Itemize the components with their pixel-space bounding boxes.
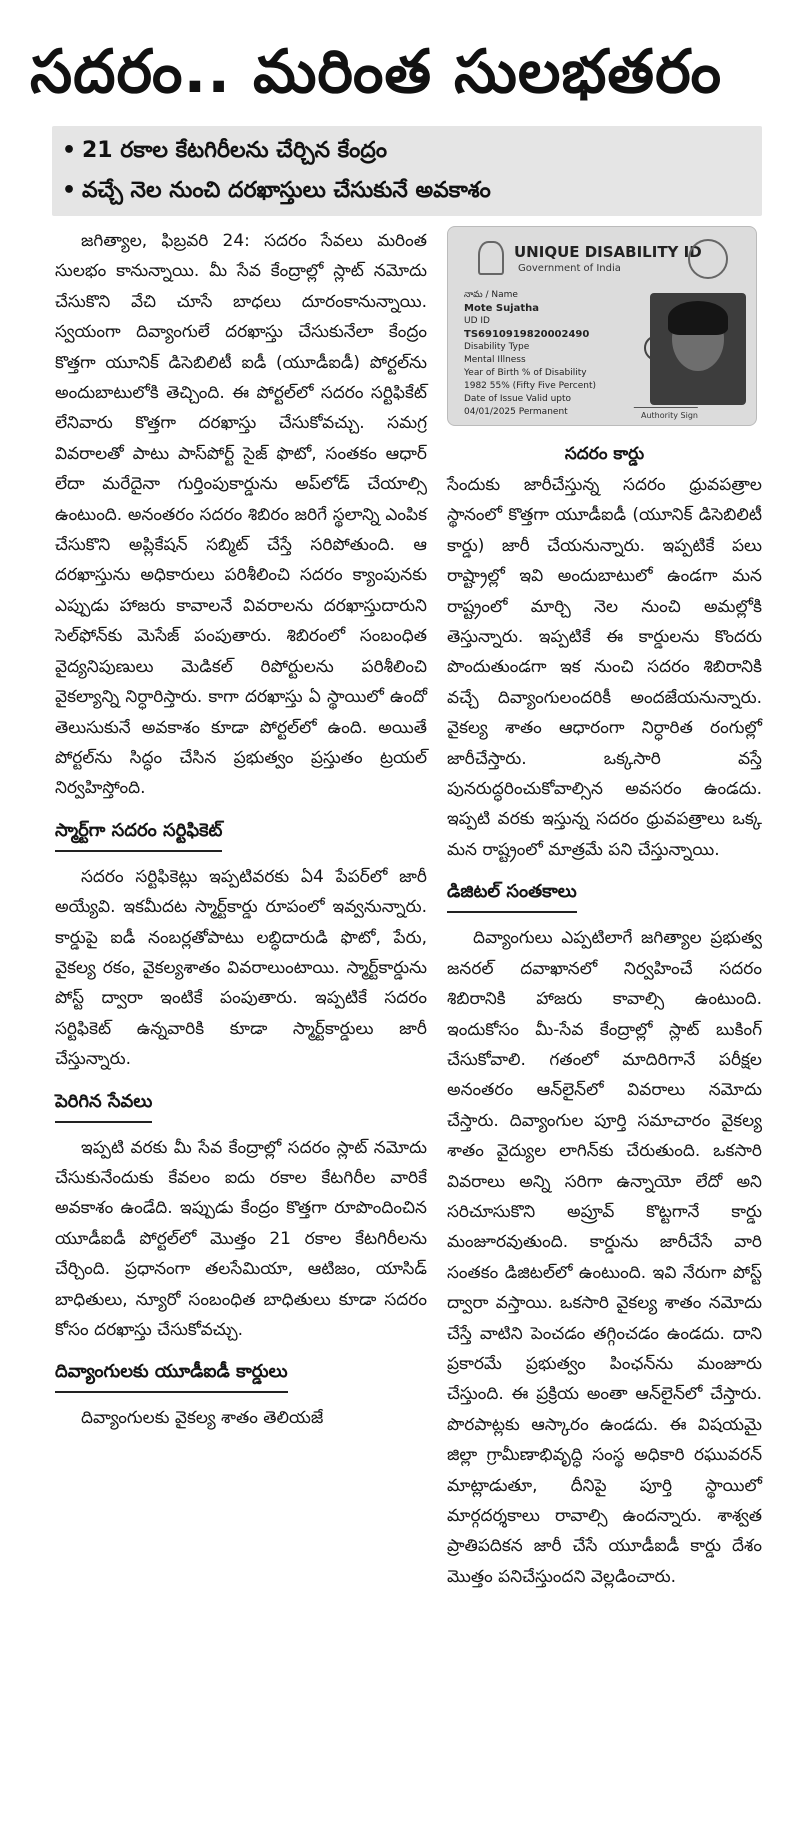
- signature-scribble: [634, 395, 703, 408]
- card-title: UNIQUE DISABILITY ID: [514, 243, 702, 261]
- udid-card-photo: [447, 226, 757, 426]
- article-paragraph: దివ్యాంగులు ఎప్పటిలాగే జగిత్యాల ప్రభుత్వ జనరల్ దవాఖానలో నిర్వహించే సదరం శిబిరానికి హాజరు కావాల్సి ఉంటుంది. ఇందుకోసం మీ-సేవ కేంద్రాల్లో స్లాట్ బుకింగ్ చేసుకోవాలి. గతంలో మాదిరిగానే పరీక్షల అనంతరం ఆన్‌లైన్‌లో వివరాలు నమోదు చేస్తారు. దివ్యాంగుల పూర్తి సమాచారం వైకల్య శాతం వైద్యుల లాగిన్‌కు చేరుతుంది. ఒకసారి వివరాలు అన్ని సరిగా ఉన్నాయో లేదో అని సరిచూసుకొని అప్రూవ్ కొట్టగానే కార్డు మంజూరవుతుంది. కార్డును జారీచేసే వారి సంతకం డిజిటల్‌లో ఉంటుంది. ఇవి నేరుగా పోస్ట్ ద్వారా వస్తాయి. ఒకసారి వైకల్య శాతం నమోదు చేస్తే వాటిని పెంచడం తగ్గించడం ఉండదు. దాని ప్రకారమే ప్రభుత్వం పింఛన్‌ను మంజూరు చేస్తుంది. ఈ ప్రక్రియ అంతా ఆన్‌లైన్‌లో చేస్తారు. పొరపాట్లకు ఆస్కారం ఉండదు. ఈ విషయమై జిల్లా గ్రామీణాభివృద్ధి సంస్థ అధికారి రఘువరన్ మాట్లాడుతూ, దీనిపై పూర్తి స్థాయిలో మార్గదర్శకాలు రావాల్సి ఉందన్నారు. శాశ్వత ప్రాతిపదికన జారీ చేసే యూడీఐడీ కార్డు దేశం మొత్తం పనిచేస్తుందని వెల్లడించారు.: [447, 928, 762, 1587]
- seal-icon: [688, 239, 728, 279]
- portrait-photo: [650, 293, 746, 405]
- bullet-icon: •: [62, 138, 77, 163]
- bullet-icon: •: [62, 178, 77, 203]
- authority-sign-label: Authority Sign: [640, 411, 698, 420]
- article-paragraph: సేందుకు జారీచేస్తున్న సదరం ధ్రువపత్రాల స్థానంలో కొత్తగా యూడీఐడీ (యూనిక్ డిసెబిలిటీ కార్డు) జారీ చేయనున్నారు. ఇప్పటికే పలు రాష్ట్రాల్లో ఇవి అందుబాటులో ఉండగా మన రాష్ట్రంలో మార్చి నెల నుంచి అమల్లోకి తెస్తున్నారు. ఇప్పటికే ఈ కార్డులను కొందరు పొందుతుండగా ఇక నుంచి సదరం శిబిరానికి వచ్చే దివ్యాంగులందరికీ అందజేయనున్నారు. వైకల్య శాతం ఆధారంగా నిర్ధారిత రంగుల్లో జారీచేస్తారు. ఒక్కసారి వస్తే పునరుద్ధరించుకోవాల్సిన అవసరం ఉండదు. ఇప్పటి వరకు ఇస్తున్న సదరం ధ్రువపత్రాలు ఒక్క మన రాష్ట్రంలో మాత్రమే పని చేస్తున్నాయి.: [447, 475, 762, 860]
- article-paragraph: సదరం సర్టిఫికెట్లు ఇప్పటివరకు ఏ4 పేపర్‌లో జారీ అయ్యేవి. ఇకమీదట స్మార్ట్‌కార్డు రూపంలో ఇవ్వనున్నారు. కార్డుపై ఐడీ నంబర్లతోపాటు లబ్ధిదారుడి ఫొటో, పేరు, వైకల్య రకం, వైకల్యశాతం వివరాలుంటాయి. స్మార్ట్‌కార్డును పోస్ట్ ద్వారా ఇంటికే పంపుతారు. ఇప్పటికే సదరం సర్టిఫికెట్ ఉన్నవారికి కూడా స్మార్ట్‌కార్డులు జారీ చేస్తున్నారు.: [55, 866, 427, 1070]
- deck-item: • వచ్చే నెల నుంచి దరఖాస్తులు చేసుకునే అవకాశం: [62, 172, 491, 210]
- section-heading: స్మార్ట్‌గా సదరం సర్టిఫికెట్: [55, 816, 222, 852]
- headline: సదరం.. మరింత సులభతరం: [30, 37, 723, 107]
- article-paragraph: జగిత్యాల, ఫిబ్రవరి 24: సదరం సేవలు మరింత సులభం కానున్నాయి. మీ సేవ కేంద్రాల్లో స్లాట్ నమోదు చేసుకొని వేచి చూసే బాధలు దూరంకానున్నాయి. స్వయంగా దివ్యాంగులే దరఖాస్తు చేసుకునేలా కేంద్రం కొత్తగా యూనిక్ డిసెబిలిటీ ఐడీ (యూడీఐడీ) పోర్టల్‌ను అందుబాటులోకి తెచ్చింది. ఈ పోర్టల్‌లో సదరం సర్టిఫికేట్ లేనివారు కొత్తగా దరఖాస్తు చేసుకోవచ్చు. సమగ్ర వివరాలతో పాటు పాస్‌పోర్ట్ సైజ్ ఫొటో, సంతకం ఆధార్ లేదా మరేదైనా గుర్తింపుకార్డును అప్‌లోడ్ చేయాల్సి ఉంటుంది. అనంతరం సదరం శిబిరం జరిగే స్థలాన్ని ఎంపిక చేసుకొని అప్లికేషన్ సబ్మిట్ చేస్తే సరిపోతుంది. ఆ దరఖాస్తును అధికారులు పరిశీలించి సదరం క్యాంపునకు ఎప్పుడు హాజరు కావాలనే వివరాలను దరఖాస్తుదారుని సెల్‌ఫోన్‌కు మెసేజ్ పంపుతారు. శిబిరంలో సంబంధిత వైద్యనిపుణులు మెడికల్ రిపోర్టులను పరిశీలించి వైకల్యాన్ని నిర్ధారిస్తారు. కాగా దరఖాస్తు ఏ స్థాయిలో ఉందో తెలుసుకునే అవకాశం కూడా పోర్టల్‌లో ఉంది. అయితే పోర్టల్‌ను సిద్ధం చేసిన ప్రభుత్వం ప్రస్తుతం ట్రయల్ నిర్వహిస్తోంది.: [55, 231, 427, 799]
- article-paragraph: దివ్యాంగులకు వైకల్య శాతం తెలియజే: [81, 1408, 324, 1429]
- card-subtitle: Government of India: [518, 263, 621, 274]
- section-heading: పెరిగిన సేవలు: [55, 1087, 152, 1123]
- photo-caption: సదరం కార్డు: [564, 444, 645, 464]
- article-paragraph: ఇప్పటి వరకు మీ సేవ కేంద్రాల్లో సదరం స్లాట్ నమోదు చేసుకునేందుకు కేవలం ఐదు రకాల కేటగిరీల వారికే అవకాశం ఉండేది. ఇప్పుడు కేంద్రం కొత్తగా రూపొందించిన యూడీఐడీ పోర్టల్‌లో మొత్తం 21 రకాల కేటగిరీలను చేర్చింది. ప్రధానంగా తలసేమియా, ఆటిజం, యాసిడ్ బాధితులు, న్యూరో సంబంధిత బాధితులు కూడా సదరం కోసం దరఖాస్తు చేసుకోవచ్చు.: [55, 1137, 427, 1340]
- deck-box: [52, 126, 762, 216]
- right-column: [447, 226, 762, 1592]
- left-column: [55, 226, 427, 1434]
- deck-item: • 21 రకాల కేటగిరీలను చేర్చిన కేంద్రం: [62, 132, 387, 170]
- section-heading: డిజిటల్ సంతకాలు: [447, 877, 577, 913]
- card-details: నామ / Name Mote Sujatha UD ID TS6910919820002490 Disability Type Mental Illness Year of Birth % of Disability 1982 55% (Fifty Five Percent) Date of Issue Valid upto 04/01/2025 Permanent: [464, 290, 597, 417]
- section-heading: దివ్యాంగులకు యూడీఐడీ కార్డులు: [55, 1357, 288, 1393]
- hair-shape: [668, 301, 728, 335]
- emblem-icon: [478, 241, 504, 275]
